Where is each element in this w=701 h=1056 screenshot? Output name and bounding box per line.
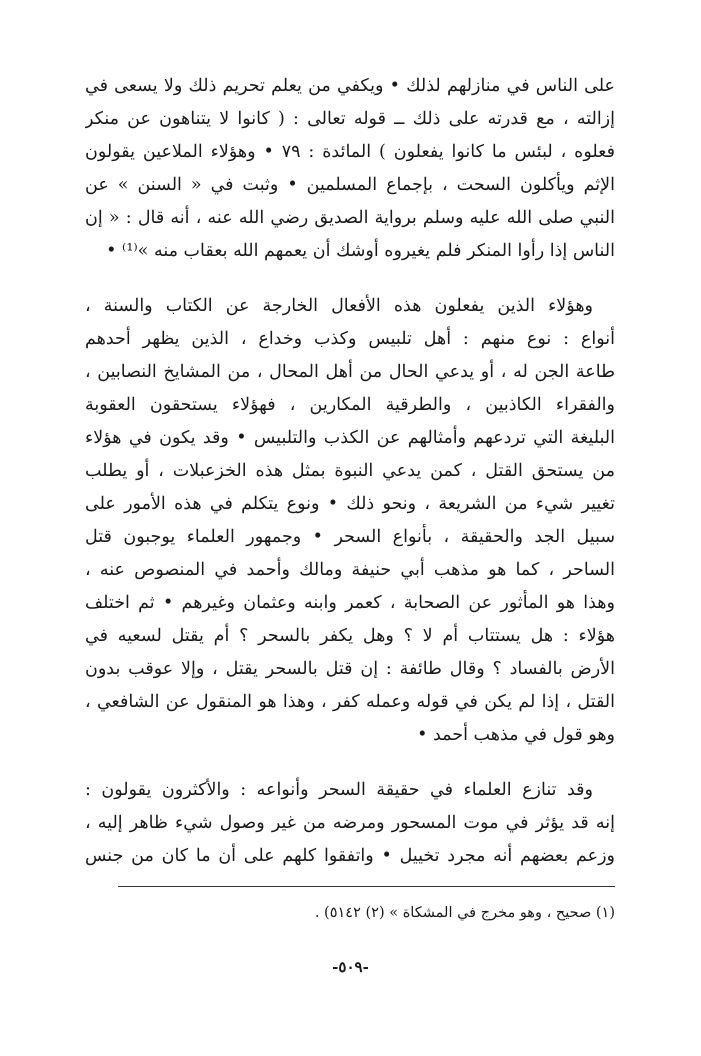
text-line: الناس إذا رأوا المنكر فلم يغيروه أوشك أن يعمهم الله بعقاب منه »⁽¹⁾ • [106, 241, 615, 261]
text-line: وهذا هو المأثور عن الصحابة ، كعمر وابنه وعثمان وغيرهم • ثم اختلف [85, 593, 615, 613]
paragraph-gap [85, 752, 615, 774]
text-line: وهؤلاء الذين يفعلون هذه الأفعال الخارجة عن الكتاب والسنة ، [85, 296, 593, 316]
text-line: الساحر ، كما هو مذهب أبي حنيفة ومالك وأحمد في المنصوص عنه ، [85, 560, 615, 580]
text-line: وقد تنازع العلماء في حقيقة السحر وأنواعه : والأكثرون يقولون : [85, 780, 593, 800]
text-line: هؤلاء : هل يستتاب أم لا ؟ وهل يكفر بالسحر ؟ أم يقتل لسعيه في [85, 626, 615, 646]
text-line: طاعة الجن له ، أو يدعي الحال من أهل المحال ، من المشايخ النصابين ، [85, 362, 615, 382]
paragraph-3 [85, 774, 615, 873]
text-line: من يستحق القتل ، كمن يدعي النبوة بمثل هذه الخزعبلات ، أو يطلب [85, 461, 615, 481]
paragraph-1 [85, 70, 615, 268]
text-line: وهو قول في مذهب أحمد • [417, 725, 615, 745]
text-line: أنواع : نوع منهم : أهل تلبيس وكذب وخداع ، الذين يظهر أحدهم [85, 329, 615, 349]
text-line: وزعم بعضهم أنه مجرد تخييل • واتفقوا كلهم على أن ما كان من جنس [85, 846, 615, 866]
text-line: إزالته ، مع قدرته على ذلك ــ قوله تعالى : ( كانوا لا يتناهون عن منكر [85, 109, 615, 129]
text-line: البليغة التي تردعهم وأمثالهم عن الكذب والتلبيس • وقد يكون في هؤلاء [85, 428, 615, 448]
footnote: (١) صحيح ، وهو مخرج في المشكاة » (٢) ٥١٤٢) . [314, 905, 615, 921]
text-line: النبي صلى الله عليه وسلم برواية الصديق رضي الله عنه ، أنه قال : « إن [85, 208, 615, 228]
text-line: الأرض بالفساد ؟ وقال طائفة : إن قتل بالسحر يقتل ، وإلا عوقب بدون [85, 659, 615, 679]
body-text [85, 70, 615, 873]
paragraph-gap [85, 268, 615, 290]
text-line: سبيل الجد والحقيقة ، بأنواع السحر • وجمهور العلماء يوجبون قتل [85, 527, 615, 547]
text-line: فعلوه ، لبئس ما كانوا يفعلون ) المائدة : ٧٩ • وهؤلاء الملاعين يقولون [85, 142, 615, 162]
text-line: إنه قد يؤثر في موت المسحور ومرضه من غير وصول شيء ظاهر إليه ، [85, 813, 615, 833]
text-line: الإثم ويأكلون السحت ، بإجماع المسلمين • وثبت في « السنن » عن [85, 175, 615, 195]
text-line: على الناس في منازلهم لذلك • ويكفي من يعلم تحريم ذلك ولا يسعى في [85, 76, 615, 96]
paragraph-2 [85, 290, 615, 752]
page-number: -٥٠٩- [332, 958, 369, 976]
text-line: القتل ، إذا لم يكن في قوله وعمله كفر ، وهذا هو المنقول عن الشافعي ، [85, 692, 615, 712]
footnote-divider [118, 886, 615, 887]
text-line: تغيير شيء من الشريعة ، ونحو ذلك • ونوع يتكلم في هذه الأمور على [85, 494, 615, 514]
text-line: والفقراء الكاذبين ، والطرقية المكارين ، فهؤلاء يستحقون العقوبة [85, 395, 615, 415]
